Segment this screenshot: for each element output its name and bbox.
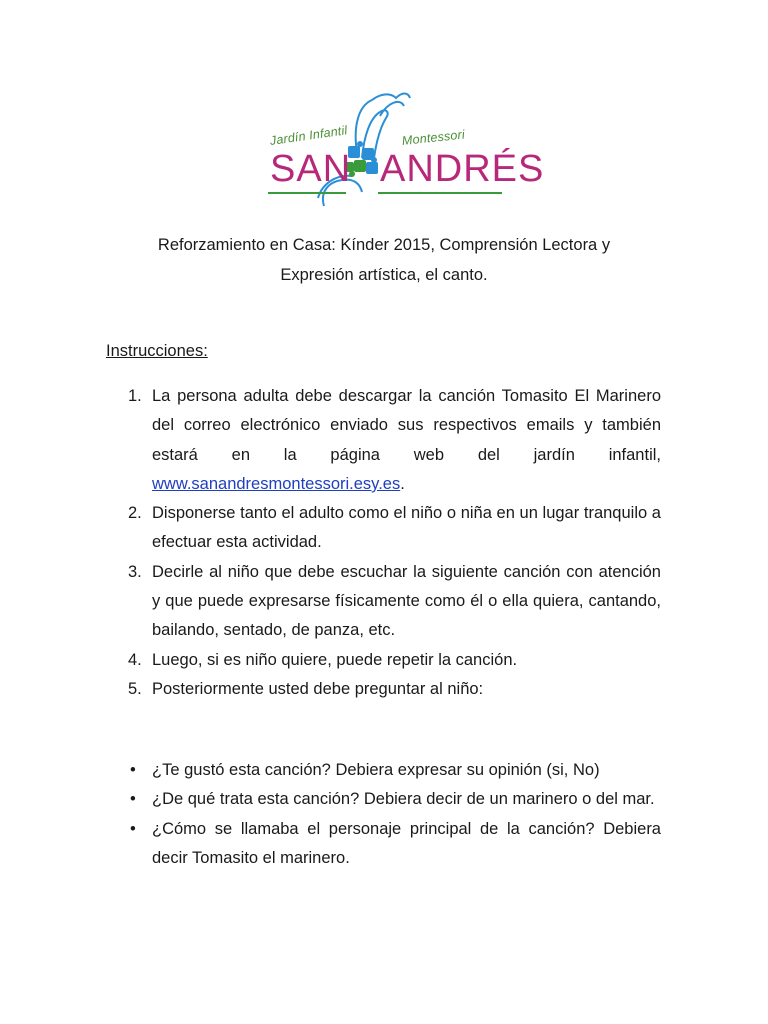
step-text-end: .: [400, 474, 405, 493]
step-number: 4.: [128, 650, 142, 669]
questions-list: [106, 756, 661, 873]
step-text: Disponerse tanto el adulto como el niño o niña en un lugar tranquilo a efectuar esta actividad.: [152, 504, 661, 552]
step-number: 2.: [128, 504, 142, 523]
step-number: 5.: [128, 679, 142, 698]
step-text: Posteriormente usted debe preguntar al niño:: [152, 679, 484, 698]
list-item: [106, 675, 661, 704]
step-text: La persona adulta debe descargar la canción Tomasito El Marinero del correo electrónico enviado sus respectivos emails y también estará en la página web del jardín infantil,: [152, 387, 661, 464]
list-item: [106, 558, 661, 646]
list-item: [106, 815, 661, 874]
step-text: Luego, si es niño quiere, puede repetir la canción.: [152, 650, 518, 669]
logo-text-montessori: Montessori: [401, 127, 466, 148]
title-line-1: Reforzamiento en Casa: Kínder 2015, Comprensión Lectora y: [157, 236, 611, 254]
question-text: ¿De qué trata esta canción? Debiera decir de un marinero o del mar.: [152, 790, 655, 809]
step-number: 1.: [128, 387, 142, 405]
instructions-list: [106, 382, 661, 704]
instructions-heading: Instrucciones:: [106, 342, 208, 360]
school-website-link[interactable]: www.sanandresmontessori.esy.es: [152, 474, 401, 493]
step-text: Decirle al niño que debe escuchar la siguiente canción con atención y que puede expresarse físicamente como él o ella quiera, cantando, bailando, sentado, de panza, etc.: [152, 562, 661, 640]
bullet-icon: •: [130, 790, 136, 809]
question-text: ¿Cómo se llamaba el personaje principal de la canción? Debiera decir Tomasito el marinero.: [152, 819, 661, 867]
question-text: ¿Te gustó esta canción? Debiera expresar su opinión (si, No): [152, 761, 600, 779]
bullet-icon: •: [130, 761, 136, 779]
logo-text-jardin: Jardín Infantil: [269, 123, 349, 148]
title-line-2: Expresión artística, el canto.: [280, 266, 488, 284]
school-logo: [262, 88, 545, 218]
step-number: 3.: [128, 562, 142, 581]
list-item: [106, 499, 661, 558]
list-item: [106, 756, 661, 785]
logo-text-andres: ANDRÉS: [380, 148, 545, 190]
list-item: [106, 382, 661, 499]
logo-underline-left: [268, 192, 346, 194]
logo-text-san: SAN: [270, 148, 352, 190]
document-title: [100, 230, 668, 290]
bullet-icon: •: [130, 819, 136, 838]
list-item: [106, 646, 661, 675]
logo-underline-right: [378, 192, 502, 194]
list-item: [106, 785, 661, 814]
